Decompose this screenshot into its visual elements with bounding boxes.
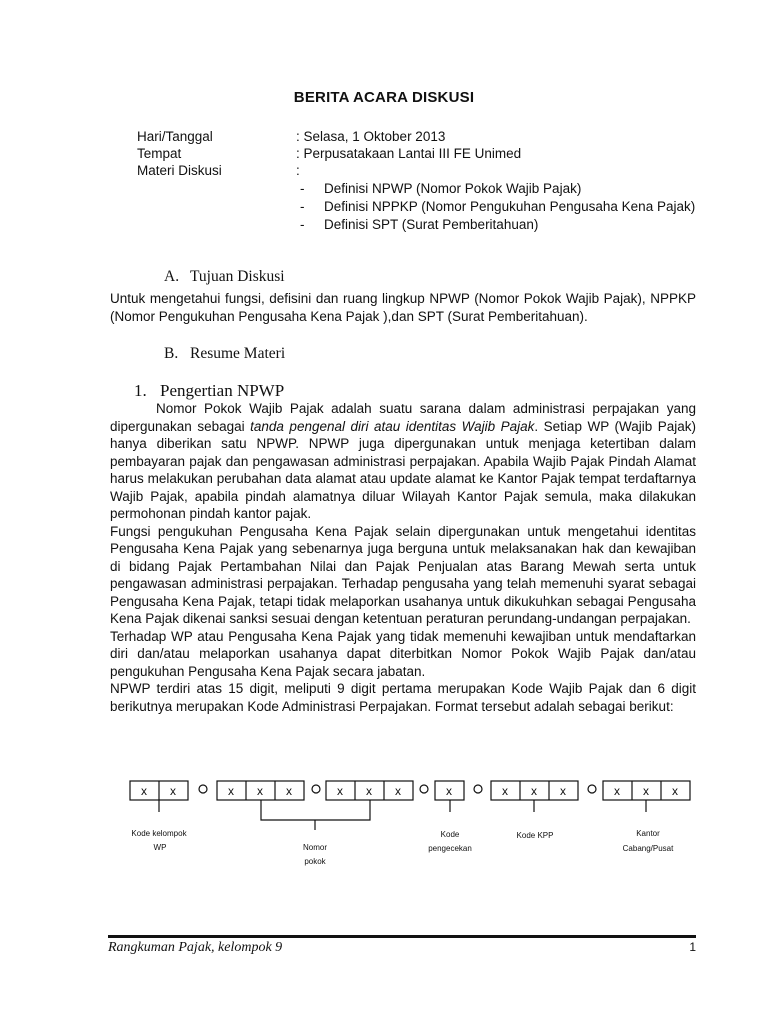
list-item <box>298 216 696 234</box>
section-title: Resume Materi <box>190 345 286 362</box>
label-kode-kelompok-wp: WP <box>153 843 167 852</box>
digit-box: x <box>257 784 263 798</box>
bullet-dash: - <box>300 181 305 196</box>
section-a-heading <box>164 268 464 288</box>
list-item-text: Definisi NPPKP (Nomor Pengukuhan Pengusaha Kena Pajak) <box>324 199 696 214</box>
digit-box: x <box>228 784 234 798</box>
label-kode-kpp: Kode KPP <box>516 831 554 840</box>
footer-divider <box>108 935 696 938</box>
footer-text: Rangkuman Pajak, kelompok 9 <box>108 940 283 955</box>
digit-box: x <box>395 784 401 798</box>
section-b-heading <box>164 345 464 365</box>
label-kode: Kode <box>440 830 460 839</box>
meta-value: : Perpusatakaan Lantai III FE Unimed <box>296 146 522 161</box>
text-run: . Setiap WP (Wajib Pajak) hanya diberikan satu NPWP. NPWP juga dipergunakan untuk menjaga ketertiban dalam pembayaran pajak dan pengawasan administrasi perpajakan. Apabila Wajib Pajak Pindah Alamat harus melakukan perubahan data alamat atau update alamat ke Kantor Pajak tempat terdaftarnya Wajib Pajak, apabila pindah alamatnya diluar Wilayah Kantor Pajak semula, maka dilakukan permohonan pindah kantor pajak. <box>110 418 697 521</box>
npwp-format-diagram <box>0 770 768 880</box>
subsection-1-body <box>110 400 696 715</box>
text-run-italic: tanda pengenal diri atau identitas Wajib Pajak <box>250 418 535 434</box>
paragraph: Fungsi pengukuhan Pengusaha Kena Pajak selain dipergunakan untuk mengetahui identitas Pengusaha Kena Pajak yang sebenarnya juga berguna untuk melaksanakan hak dan kewajiban di bidang Pajak Pertambahan Nilai dan Pajak Penjualan atas Barang Mewah serta untuk pengawasan administrasi perpajakan. Terhadap pengusaha yang telah memenuhi syarat sebagai Pengusaha Kena Pajak, tetapi tidak melaporkan usahanya untuk dikukuhkan sebagai Pengusaha Kena Pajak dikenai sanksi sesuai dengan ketentuan peraturan perundang-undangan perpajakan. <box>110 523 696 626</box>
bullet-dash: - <box>300 217 305 232</box>
label-kode-pengecekan: pengecekan <box>428 844 472 853</box>
digit-box: x <box>366 784 372 798</box>
digit-box: x <box>337 784 343 798</box>
paragraph: NPWP terdiri atas 15 digit, meliputi 9 digit pertama merupakan Kode Wajib Pajak dan 6 digit berikutnya merupakan Kode Administrasi Perpajakan. Format tersebut adalah sebagai berikut: <box>110 681 696 714</box>
digit-box: x <box>170 784 176 798</box>
section-title: Tujuan Diskusi <box>190 268 285 285</box>
section-number: A. <box>164 268 180 285</box>
digit-box: x <box>672 784 678 798</box>
bullet-dash: - <box>300 199 305 214</box>
digit-box: x <box>502 784 508 798</box>
section-number: 1. <box>134 381 147 400</box>
list-item-text: Definisi NPWP (Nomor Pokok Wajib Pajak) <box>324 181 582 196</box>
label-kantor-cabang-pusat: Cabang/Pusat <box>622 844 674 853</box>
section-title: Pengertian NPWP <box>160 381 285 400</box>
materi-list <box>298 180 696 234</box>
page-number: 1 <box>689 940 696 954</box>
meta-value: : <box>296 163 300 178</box>
label-kode-kelompok: Kode kelompok <box>131 829 187 838</box>
document-title: BERITA ACARA DISKUSI <box>293 89 475 106</box>
digit-box: x <box>643 784 649 798</box>
label-nomor-pokok: pokok <box>304 857 326 866</box>
paragraph <box>110 400 696 523</box>
digit-box: x <box>560 784 566 798</box>
section-a-body <box>110 290 696 325</box>
list-item-text: Definisi SPT (Surat Pemberitahuan) <box>324 217 539 232</box>
digit-box: x <box>446 784 452 798</box>
meta-label: Hari/Tanggal <box>137 129 213 144</box>
meta-label: Materi Diskusi <box>137 163 222 178</box>
text-run: Nomor Pokok Wajib Pajak adalah suatu sarana dalam administrasi perpajakan yang dipergunakan sebagai <box>110 401 696 434</box>
meta-label: Tempat <box>137 146 182 161</box>
list-item <box>298 180 696 198</box>
digit-box: x <box>614 784 620 798</box>
digit-box: x <box>141 784 147 798</box>
digit-box: x <box>531 784 537 798</box>
paragraph: Terhadap WP atau Pengusaha Kena Pajak yang tidak memenuhi kewajiban untuk mendaftarkan diri dan/atau melaporkan usahanya dapat diterbitkan Nomor Pokok Wajib Pajak dan/atau pengukuhan Pengusaha Kena Pajak secara jabatan. <box>110 628 696 679</box>
section-number: B. <box>164 345 179 362</box>
label-kantor: Kantor <box>636 829 660 838</box>
label-nomor: Nomor <box>302 843 328 852</box>
paragraph: Untuk mengetahui fungsi, defisini dan ruang lingkup NPWP (Nomor Pokok Wajib Pajak), NPPKP (Nomor Pengukuhan Pengusaha Kena Pajak ),dan SPT (Surat Pemberitahuan). <box>110 291 696 324</box>
meta-value: : Selasa, 1 Oktober 2013 <box>296 129 446 144</box>
list-item <box>298 198 696 216</box>
digit-box: x <box>286 784 292 798</box>
